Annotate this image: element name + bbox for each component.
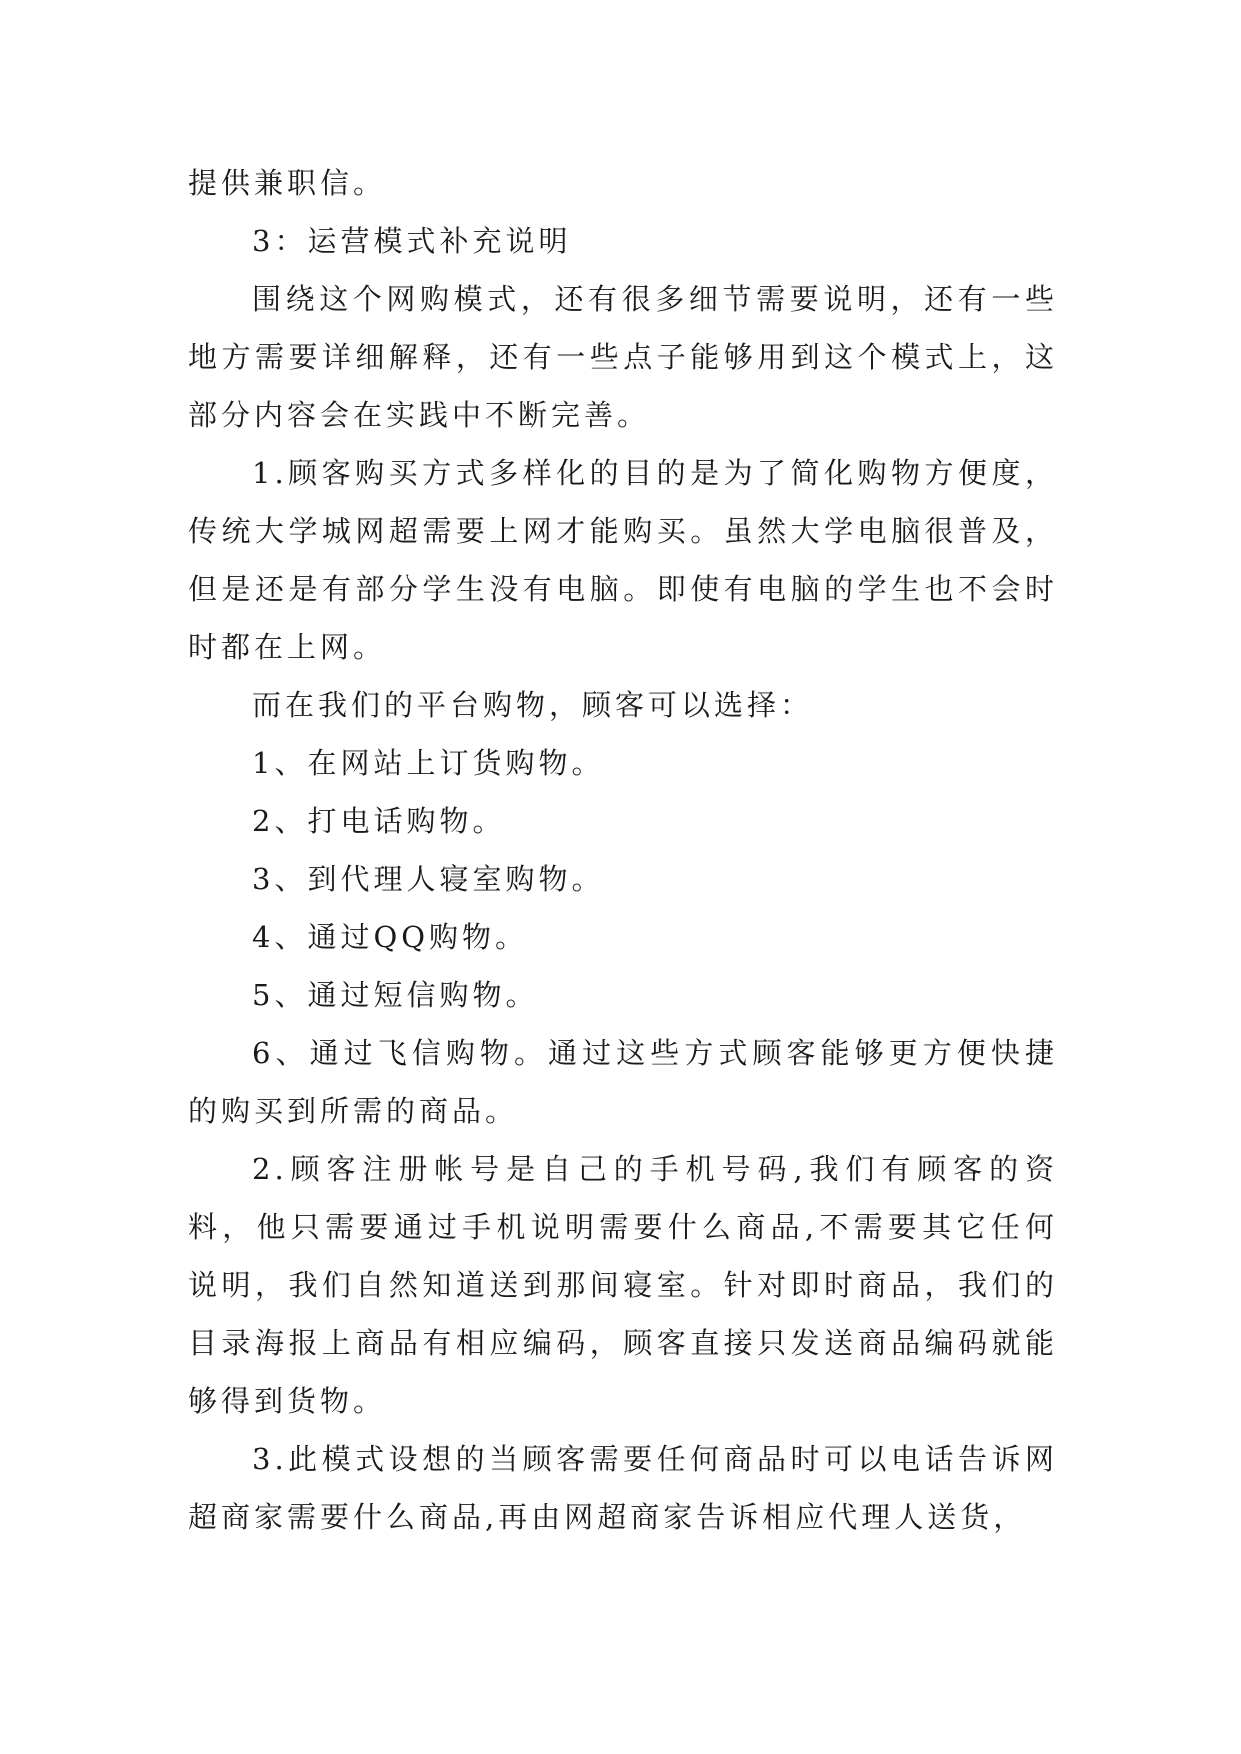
list-item-option-5: 5、通过短信购物。 bbox=[252, 978, 539, 1012]
paragraph-continuation: 提供兼职信。 bbox=[188, 166, 387, 200]
paragraph-intro: 围绕这个网购模式，还有很多细节需要说明，还有一些地方需要详细解释，还有一些点子能够用到这个模式上，这部分内容会在实践中不断完善。 bbox=[188, 282, 1058, 432]
paragraph-point-3: 3.此模式设想的当顾客需要任何商品时可以电话告诉网超商家需要什么商品,再由网超商家告诉相应代理人送货， bbox=[188, 1442, 1058, 1534]
document-body bbox=[188, 154, 1058, 1546]
list-item-option-1: 1、在网站上订货购物。 bbox=[252, 746, 605, 780]
list-item-option-6: 6、通过飞信购物。通过这些方式顾客能够更方便快捷的购买到所需的商品。 bbox=[188, 1036, 1058, 1128]
paragraph-point-1: 1.顾客购买方式多样化的目的是为了简化购物方便度，传统大学城网超需要上网才能购买。虽然大学电脑很普及，但是还是有部分学生没有电脑。即使有电脑的学生也不会时时都在上网。 bbox=[188, 456, 1058, 664]
list-item-option-4: 4、通过QQ购物。 bbox=[252, 920, 529, 954]
paragraph-options-lead: 而在我们的平台购物，顾客可以选择： bbox=[252, 688, 814, 722]
paragraph-point-2: 2.顾客注册帐号是自己的手机号码,我们有顾客的资料，他只需要通过手机说明需要什么商品,不需要其它任何说明，我们自然知道送到那间寝室。针对即时商品，我们的目录海报上商品有相应编码，顾客直接只发送商品编码就能够得到货物。 bbox=[188, 1152, 1058, 1418]
list-item-option-3: 3、到代理人寝室购物。 bbox=[252, 862, 605, 896]
list-item-option-2: 2、打电话购物。 bbox=[252, 804, 506, 838]
section-heading: 3：运营模式补充说明 bbox=[252, 224, 572, 258]
